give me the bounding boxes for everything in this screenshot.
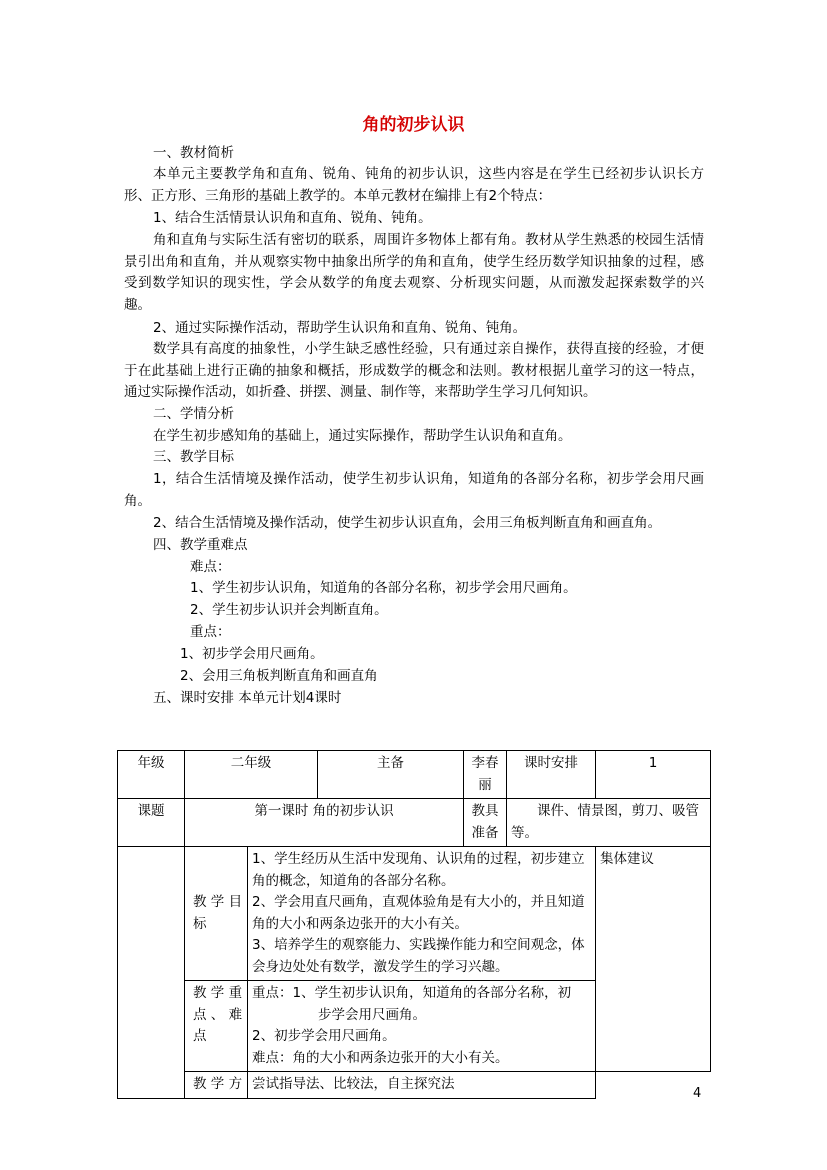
section-1-paragraph-2: 角和直角与实际生活有密切的联系，周围许多物体上都有角。教材从学生熟悉的校园生活情景引出角和直角，并从观察实物中抽象出所学的角和直角，使学生经历数学知识抽象的过程，感受到数学知识的现实性，学会从数学的角度去观察、分析现实问题，从而激发起探索数学的兴趣。	[124, 232, 704, 313]
key-item: 重点：1、学生初步认识角，知道角的各部分名称，初	[252, 985, 572, 1001]
topic-value: 第一课时 角的初步认识	[185, 799, 464, 847]
blank-cell	[118, 847, 185, 1099]
section-3-paragraph-2: 2、结合生活情境及操作活动，使学生初步认识直角，会用三角板判断直角和画直角。	[153, 515, 662, 531]
section-2-paragraph: 在学生初步感知角的基础上，通过实际操作，帮助学生认识角和直角。	[153, 428, 572, 444]
lesson-plan-table	[117, 750, 711, 1099]
topic-label: 课题	[118, 799, 185, 847]
key-point-item-1: 1、初步学会用尺画角。	[180, 646, 324, 662]
goal-item: 1、学生经历从生活中发现角、认识角的过程，初步建立角的概念，知道角的各部分名称。	[252, 851, 585, 889]
difficulty-label: 难点：	[190, 559, 231, 575]
grade-label: 年级	[118, 751, 185, 799]
tools-value: 课件、情景图，剪刀、吸管等。	[507, 799, 711, 847]
table-row	[118, 751, 711, 799]
lead-label: 主备	[318, 751, 464, 799]
keys-label: 教 学 重 点 、 难 点	[185, 981, 248, 1072]
goal-item: 3、培养学生的观察能力、实践操作能力和空间观念，体会身边处处有数学，激发学生的学习兴趣。	[252, 937, 585, 975]
section-5-heading: 五、课时安排 本单元计划4课时	[153, 690, 342, 706]
table-row	[118, 847, 711, 981]
section-1-item-1: 1、结合生活情景认识角和直角、锐角、钝角。	[153, 210, 432, 226]
section-1-paragraph-3: 数学具有高度的抽象性，小学生缺乏感性经验，只有通过亲自操作，获得直接的经验，才便于在此基础上进行正确的抽象和概括，形成数学的概念和法则。教材根据儿童学习的这一特点，通过实际操作活动，如折叠、拼摆、测量、制作等，来帮助学生学习几何知识。	[124, 341, 704, 400]
section-3-paragraph-1: 1，结合生活情境及操作活动，使学生初步认识角，知道角的各部分名称，初步学会用尺画角。	[124, 471, 704, 509]
section-1-heading: 一、教材简析	[153, 145, 234, 161]
method-value: 尝试指导法、比较法，自主探究法	[248, 1072, 596, 1099]
goals-content	[248, 847, 596, 981]
page-number: 4	[693, 1086, 702, 1101]
keys-content	[248, 981, 596, 1072]
section-1-item-2: 2、通过实际操作活动，帮助学生认识角和直角、锐角、钝角。	[153, 320, 527, 336]
tools-label: 教具准备	[464, 799, 507, 847]
grade-value: 二年级	[185, 751, 318, 799]
suggestion-cell: 集体建议	[596, 847, 711, 1072]
goal-item: 2、学会用直尺画角，直观体验角是有大小的，并且知道角的大小和两条边张开的大小有关。	[252, 894, 585, 932]
key-point-item-2: 2、会用三角板判断直角和画直角	[180, 668, 378, 684]
key-item: 步学会用尺画角。	[318, 1006, 426, 1023]
goals-label: 教 学 目 标	[185, 847, 248, 981]
period-label: 课时安排	[507, 751, 596, 799]
difficulty-item-1: 1、学生初步认识角，知道角的各部分名称，初步学会用尺画角。	[190, 580, 577, 596]
section-3-heading: 三、教学目标	[153, 449, 234, 465]
key-item: 难点：角的大小和两条边张开的大小有关。	[252, 1049, 509, 1066]
period-value: 1	[596, 751, 711, 799]
table-row	[118, 1072, 711, 1099]
section-4-heading: 四、教学重难点	[153, 537, 248, 553]
page-title: 角的初步认识	[362, 115, 465, 135]
table-row	[118, 799, 711, 847]
section-1-paragraph-1: 本单元主要教学角和直角、锐角、钝角的初步认识，这些内容是在学生已经初步认识长方形、正方形、三角形的基础上教学的。本单元教材在编排上有2个特点：	[124, 166, 704, 204]
key-item: 2、初步学会用尺画角。	[252, 1028, 396, 1044]
lead-value: 李春丽	[464, 751, 507, 799]
section-2-heading: 二、学情分析	[153, 406, 234, 422]
difficulty-item-2: 2、学生初步认识并会判断直角。	[190, 602, 388, 618]
method-label: 教 学 方	[185, 1072, 248, 1099]
key-point-label: 重点：	[190, 624, 231, 640]
